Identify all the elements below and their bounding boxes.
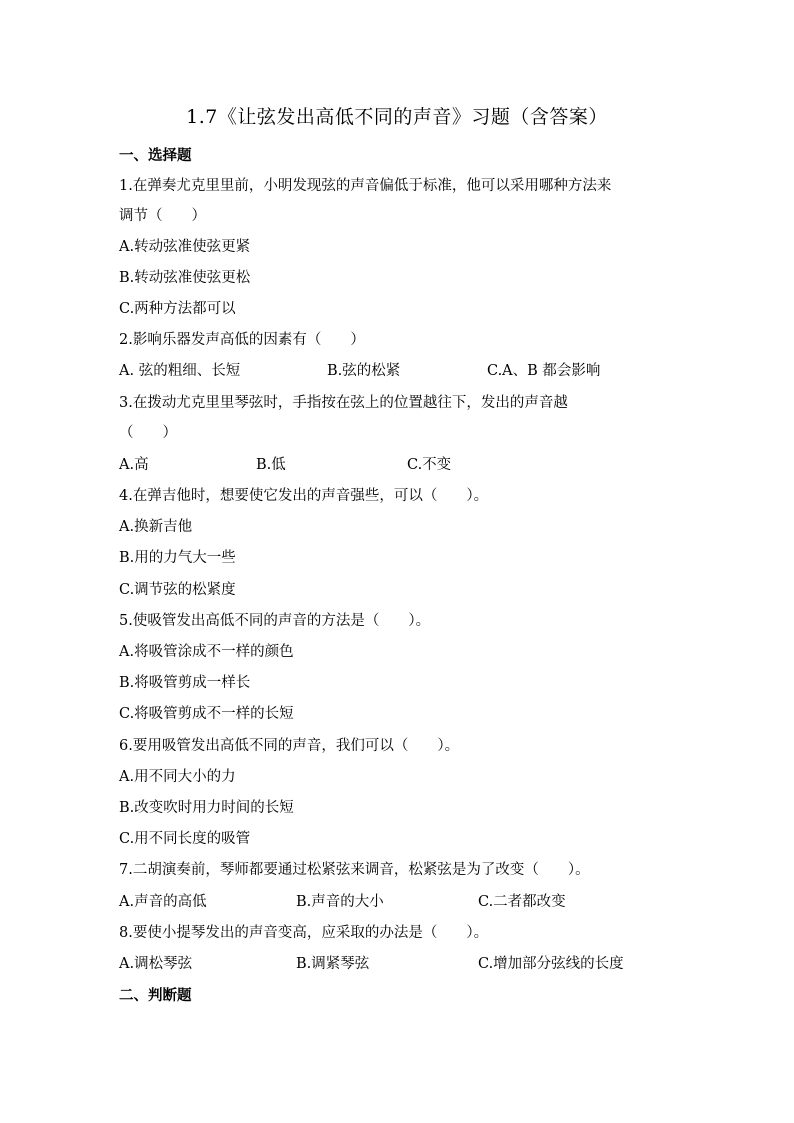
question-2-text: 2.影响乐器发声高低的因素有（ ）: [119, 332, 365, 348]
question-7-option-a: A.声音的高低: [119, 894, 207, 910]
question-6-option-a: A.用不同大小的力: [119, 769, 236, 785]
question-2-option-c: C.A、B 都会影响: [487, 363, 601, 379]
question-3-text: 3.在拨动尤克里里琴弦时，手指按在弦上的位置越往下，发出的声音越: [119, 395, 568, 411]
question-2-option-a: A. 弦的粗细、长短: [119, 363, 241, 379]
question-6-text: 6.要用吸管发出高低不同的声音，我们可以（ ）。: [119, 738, 460, 754]
question-1-option-c: C.两种方法都可以: [119, 301, 236, 317]
question-5-option-c: C.将吸管剪成不一样的长短: [119, 706, 294, 722]
question-1-option-a: A.转动弦准使弦更紧: [119, 239, 251, 255]
question-2-option-b: B.弦的松紧: [327, 363, 401, 379]
question-1-text-cont: 调节（ ）: [119, 208, 206, 224]
question-8-text: 8.要使小提琴发出的声音变高，应采取的办法是（ ）。: [119, 925, 489, 941]
question-1-text: 1.在弹奏尤克里里前，小明发现弦的声音偏低于标准，他可以采用哪种方法来: [119, 178, 612, 194]
question-5-option-b: B.将吸管剪成一样长: [119, 675, 251, 691]
question-8-option-b: B.调紧琴弦: [296, 956, 370, 972]
section-heading-judgement: 二、判断题: [119, 987, 192, 1004]
question-8-option-a: A.调松琴弦: [119, 956, 193, 972]
page-title: 1.7《让弦发出高低不同的声音》习题（含答案）: [186, 106, 608, 128]
question-3-text-cont: （ ）: [119, 425, 177, 441]
question-4-option-a: A.换新吉他: [119, 519, 193, 535]
question-7-option-b: B.声音的大小: [296, 894, 384, 910]
question-4-text: 4.在弹吉他时，想要使它发出的声音强些，可以（ ）。: [119, 488, 489, 504]
section-heading-choice: 一、选择题: [119, 147, 192, 164]
question-6-option-b: B.改变吹时用力时间的长短: [119, 800, 294, 816]
question-5-text: 5.使吸管发出高低不同的声音的方法是（ ）。: [119, 613, 431, 629]
question-7-text: 7.二胡演奏前，琴师都要通过松紧弦来调音，松紧弦是为了改变（ ）。: [119, 862, 590, 878]
question-3-option-b: B.低: [256, 457, 286, 473]
question-5-option-a: A.将吸管涂成不一样的颜色: [119, 644, 294, 660]
question-4-option-b: B.用的力气大一些: [119, 550, 236, 566]
question-1-option-b: B.转动弦准使弦更松: [119, 270, 251, 286]
question-3-option-a: A.高: [119, 457, 149, 473]
question-3-option-c: C.不变: [407, 457, 452, 473]
question-6-option-c: C.用不同长度的吸管: [119, 831, 251, 847]
question-8-option-c: C.增加部分弦线的长度: [478, 956, 624, 972]
question-7-option-c: C.二者都改变: [478, 894, 566, 910]
question-4-option-c: C.调节弦的松紧度: [119, 582, 236, 598]
